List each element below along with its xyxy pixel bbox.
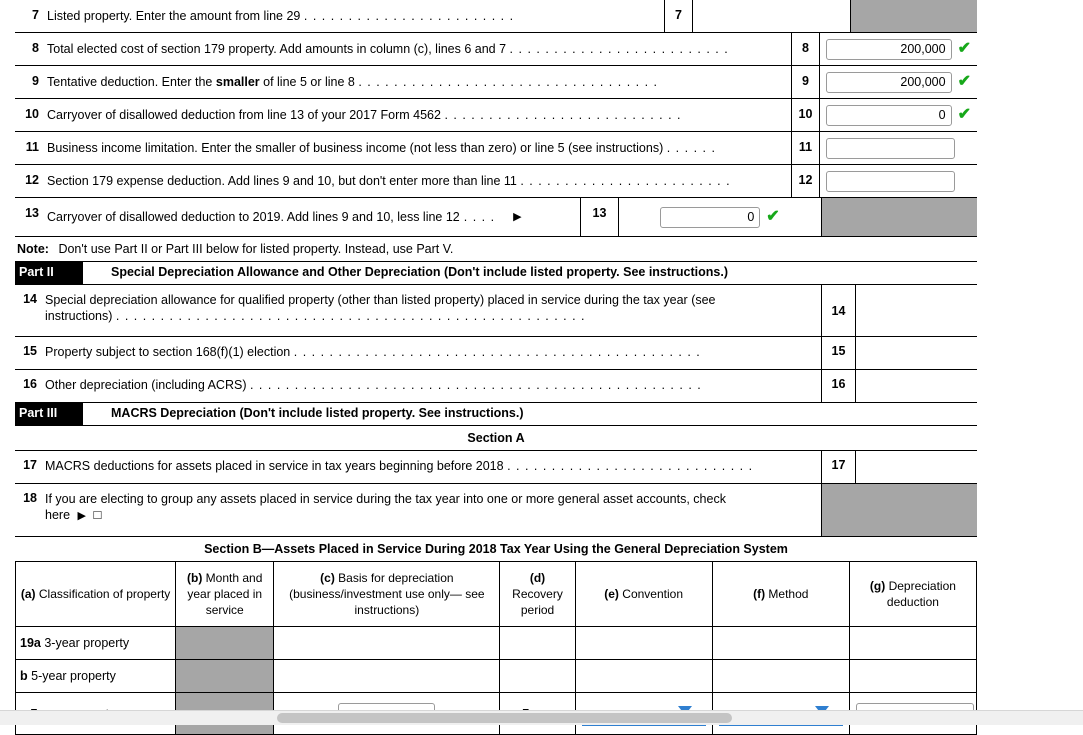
amount-cell xyxy=(618,198,821,236)
col-header-f xyxy=(712,562,849,627)
part-3-title xyxy=(83,403,977,425)
amount-cell xyxy=(855,337,977,369)
cell-month-year xyxy=(176,660,274,693)
col-header-a xyxy=(16,562,176,627)
row-number: b xyxy=(20,669,28,683)
line-number: 12 xyxy=(25,173,39,187)
line-11-amount-input[interactable] xyxy=(826,138,955,159)
line-description xyxy=(45,451,821,483)
form-line-12 xyxy=(15,165,977,198)
line-12-amount-input[interactable] xyxy=(826,171,955,192)
emphasis-smaller: smaller xyxy=(215,75,260,89)
form-line-10 xyxy=(15,99,977,132)
cell-recovery xyxy=(500,660,575,693)
part-2-tag: Part II xyxy=(15,262,83,284)
check-icon: ✔ xyxy=(957,106,971,123)
form-line-7 xyxy=(15,0,977,33)
arrow-icon: ▶ xyxy=(513,211,522,223)
form-line-11 xyxy=(15,132,977,165)
col-tag-c: (c) xyxy=(320,571,335,585)
line-number: 11 xyxy=(25,140,39,154)
col-tag-e: (e) xyxy=(604,587,619,601)
part-2-title-prefix: Special Depreciation Allowance and Other Depreciation ( xyxy=(111,265,449,279)
line-number: 17 xyxy=(23,458,37,472)
form-line-18 xyxy=(15,484,977,537)
table-row xyxy=(16,627,977,660)
line-number: 8 xyxy=(32,41,39,55)
line-ref-box: 12 xyxy=(791,165,819,197)
cell-method xyxy=(712,660,849,693)
form-line-15 xyxy=(15,337,977,370)
col-tag-d: (d) xyxy=(529,571,546,585)
line-ref-box: 13 xyxy=(580,198,618,236)
amount-cell xyxy=(855,285,977,336)
line-description xyxy=(47,165,791,197)
line-8-amount-input[interactable] xyxy=(826,39,952,60)
leader-dots: . . . . . . . . . . . . . . . . . . . . . . . . . . . . . . . . . . . . . . . . . . . . . . xyxy=(293,345,701,359)
line-18-checkbox[interactable]: □ xyxy=(93,507,102,522)
line-ref-box: 15 xyxy=(821,337,855,369)
row-text: 5-year property xyxy=(31,669,116,683)
col-text-a: Classification of property xyxy=(38,587,171,601)
line-description xyxy=(47,198,580,236)
check-icon: ✔ xyxy=(957,73,971,90)
col-text-g: Depreciation deduction xyxy=(886,579,956,609)
line-13-amount-input[interactable] xyxy=(660,207,760,228)
part-3-title-bold: Don't xyxy=(243,406,276,420)
amount-cell xyxy=(692,0,850,32)
line-ref-box: 16 xyxy=(821,370,855,402)
row-text: 3-year property xyxy=(44,636,130,650)
form-4562 xyxy=(15,0,977,735)
line-ref-box: 17 xyxy=(821,451,855,483)
line-description-text: Property subject to section 168(f)(1) election xyxy=(45,345,291,359)
form-line-13 xyxy=(15,198,977,237)
part-3-title-prefix: MACRS Depreciation ( xyxy=(111,406,244,420)
col-header-d xyxy=(500,562,575,627)
leader-dots: . . . . . . . . . . . . . . . . . . . . . . . . . . . . . . . . . . . . . . . . . . . . . . . . . . . . . xyxy=(115,309,586,323)
cell-deduction xyxy=(849,627,976,660)
note-text: Don't use Part II or Part III below for listed property. Instead, use Part V. xyxy=(58,242,454,256)
cell-method xyxy=(712,627,849,660)
line-description xyxy=(47,99,791,131)
part-3-header xyxy=(15,403,977,426)
amount-cell xyxy=(819,165,977,197)
line-description xyxy=(45,285,821,336)
line-description xyxy=(47,0,664,32)
line-number: 14 xyxy=(23,292,37,306)
row-number: 19a xyxy=(20,636,41,650)
shaded-cell xyxy=(821,198,977,236)
col-header-c xyxy=(274,562,500,627)
line-number: 13 xyxy=(25,206,39,220)
horizontal-scrollbar[interactable] xyxy=(0,710,1083,725)
cell-convention xyxy=(575,660,712,693)
leader-dots: . . . . . . xyxy=(666,141,716,155)
col-header-e xyxy=(575,562,712,627)
line-ref-box: 14 xyxy=(821,285,855,336)
cell-convention xyxy=(575,627,712,660)
line-number: 15 xyxy=(23,344,37,358)
form-line-14 xyxy=(15,285,977,337)
col-tag-g: (g) xyxy=(869,579,886,593)
line-14-text-1: Special depreciation allowance for qualified property (other than listed property) placed in service during the tax year (see xyxy=(45,293,716,307)
amount-cell xyxy=(819,66,977,98)
form-line-9 xyxy=(15,66,977,99)
line-description xyxy=(45,370,821,402)
line-14-text-2 xyxy=(45,308,815,324)
leader-dots: . . . . . . . . . . . . . . . . . . . . . . . . . xyxy=(509,42,729,56)
line-18-text-2a: here xyxy=(45,508,71,522)
row-label-19a xyxy=(16,627,176,660)
part-2-title xyxy=(83,262,977,284)
col-tag-b: (b) xyxy=(187,571,203,585)
line-ref-box: 8 xyxy=(791,33,819,65)
line-description xyxy=(45,484,821,536)
leader-dots: . . . . . . . . . . . . . . . . . . . . . . . . xyxy=(520,174,731,188)
form-line-8 xyxy=(15,33,977,66)
table-header-row xyxy=(16,562,977,627)
line-number: 16 xyxy=(23,377,37,391)
line-description: Tentative deduction. Enter the smaller of line 5 or line 8 . . . . . . . . . . . . . . . . . . . . . . . . . . . . . . . . . . xyxy=(47,75,659,89)
amount-cell xyxy=(819,33,977,65)
col-header-g xyxy=(849,562,976,627)
line-number: 7 xyxy=(32,8,39,22)
scrollbar-thumb[interactable] xyxy=(277,713,732,723)
line-description-text: Listed property. Enter the amount from line 29 xyxy=(47,9,301,23)
line-18-text-1: If you are electing to group any assets placed in service during the tax year into one or more general asset accounts, check xyxy=(45,492,726,506)
cell-deduction xyxy=(849,660,976,693)
row-label-19b xyxy=(16,660,176,693)
amount-cell xyxy=(819,132,977,164)
leader-dots: . . . . . . . . . . . . . . . . . . . . . . . . xyxy=(303,9,515,23)
section-a-title: Section A xyxy=(15,426,977,451)
cell-month-year xyxy=(176,627,274,660)
col-text-b: Month and year placed in service xyxy=(187,571,263,617)
line-18-text-2 xyxy=(45,507,815,524)
line-description-text: Other depreciation (including ACRS) xyxy=(45,378,247,392)
line-description-text: Section 179 expense deduction. Add lines 9 and 10, but don't enter more than line 11 xyxy=(47,174,517,188)
col-text-e: Convention xyxy=(622,587,683,601)
line-number: 9 xyxy=(32,74,39,88)
table-row xyxy=(16,660,977,693)
check-icon: ✔ xyxy=(766,208,780,225)
line-description-text: Business income limitation. Enter the smaller of business income (not less than zero) or line 5 (see instructions) xyxy=(47,141,664,155)
line-14-text-2a: instructions) xyxy=(45,309,113,323)
col-text-d: Recovery period xyxy=(512,587,563,617)
part-3-title-suffix: include listed property. See instructions.) xyxy=(275,406,524,420)
line-ref-box: 9 xyxy=(791,66,819,98)
leader-dots: . . . . . . . . . . . . . . . . . . . . . . . . . . . . xyxy=(507,459,754,473)
shaded-cell xyxy=(850,0,977,32)
line-number: 10 xyxy=(25,107,39,121)
line-description-text: Carryover of disallowed deduction from line 13 of your 2017 Form 4562 xyxy=(47,108,441,122)
check-icon: ✔ xyxy=(957,40,971,57)
line-ref-box: 7 xyxy=(664,0,692,32)
form-line-16 xyxy=(15,370,977,403)
col-tag-f: (f) xyxy=(753,587,766,601)
part-3-tag: Part III xyxy=(15,403,83,425)
form-line-17 xyxy=(15,451,977,484)
line-ref-box: 10 xyxy=(791,99,819,131)
cell-recovery xyxy=(500,627,575,660)
col-tag-a: (a) xyxy=(20,587,36,601)
line-description xyxy=(45,337,821,369)
part-2-title-suffix: include listed property. See instructions.) xyxy=(479,265,728,279)
leader-dots: . . . . . . . . . . . . . . . . . . . . . . . . . . . . . . . . . . . . . . . . . . . . . . . . . . . xyxy=(249,378,702,392)
line-10-amount-input[interactable] xyxy=(826,105,952,126)
line-9-amount-input[interactable] xyxy=(826,72,952,93)
leader-dots: . . . . . . . . . . . . . . . . . . . . . . . . . . . xyxy=(444,108,682,122)
line-description-text: Total elected cost of section 179 property. Add amounts in column (c), lines 6 and 7 xyxy=(47,42,507,56)
leader-dots: . . . . xyxy=(463,210,496,224)
cell-basis xyxy=(274,627,500,660)
part-2-title-bold: Don't xyxy=(448,265,480,279)
note-label: Note: xyxy=(17,242,49,256)
arrow-icon: ▶ xyxy=(77,510,86,522)
part-2-header xyxy=(15,262,977,285)
amount-cell xyxy=(819,99,977,131)
line-description-text: Carryover of disallowed deduction to 2019. Add lines 9 and 10, less line 12 xyxy=(47,210,460,224)
amount-cell xyxy=(855,370,977,402)
note-row xyxy=(15,237,977,262)
col-text-f: Method xyxy=(768,587,809,601)
cell-basis xyxy=(274,660,500,693)
line-description xyxy=(47,33,791,65)
leader-dots: . . . . . . . . . . . . . . . . . . . . . . . . . . . . . . . . . . xyxy=(358,75,659,89)
line-description xyxy=(47,132,791,164)
col-text-c: Basis for depreciation (business/investment use only— see instructions) xyxy=(289,571,485,617)
col-header-b xyxy=(176,562,274,627)
amount-cell xyxy=(855,451,977,483)
line-number: 18 xyxy=(23,491,37,505)
line-ref-box: 11 xyxy=(791,132,819,164)
shaded-cell xyxy=(821,484,977,536)
section-b-title: Section B—Assets Placed in Service During 2018 Tax Year Using the General Depreciation System xyxy=(15,537,977,562)
line-description-text: MACRS deductions for assets placed in service in tax years beginning before 2018 xyxy=(45,459,504,473)
